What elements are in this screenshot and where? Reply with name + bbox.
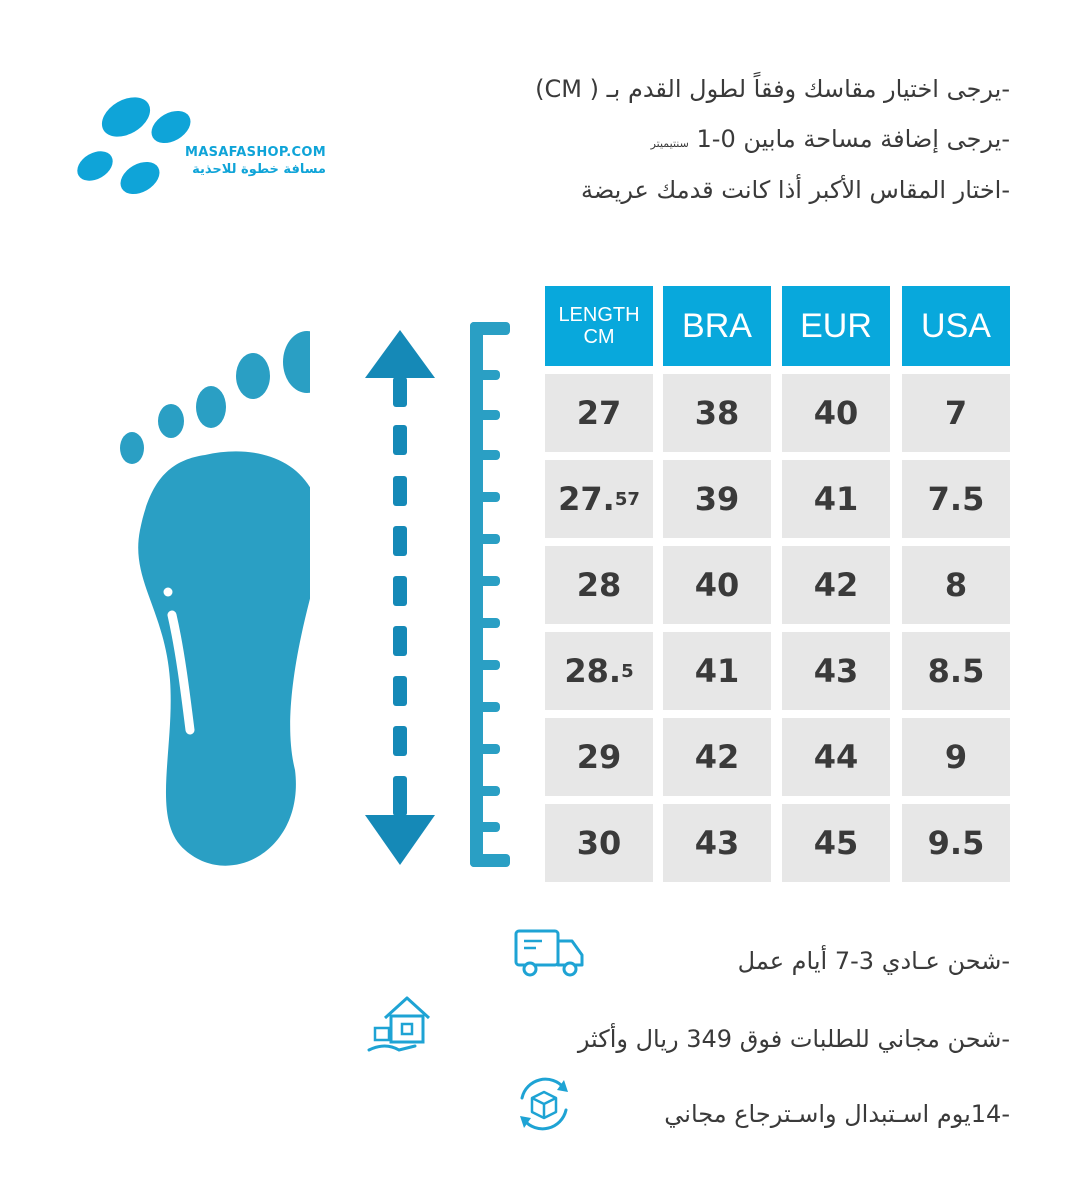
cell-usa: 9 (902, 718, 1010, 796)
cell-eur: 44 (782, 718, 890, 796)
length-decimal: 57 (614, 488, 640, 510)
note-wide-foot: -اختار المقاس الأكبر أذا كانت قدمك عريضة (580, 176, 1010, 204)
cell-eur: 41 (782, 460, 890, 538)
cell-eur: 45 (782, 804, 890, 882)
header-eur: EUR (782, 286, 890, 366)
length-arrow-icon (360, 330, 440, 865)
cell-bra: 42 (663, 718, 771, 796)
note-add-space-main: -يرجى إضافة مساحة مابين 0-1 (696, 125, 1010, 153)
header-length-line1: LENGTH (558, 304, 640, 326)
length-decimal: 5 (621, 660, 634, 682)
cell-usa: 7 (902, 374, 1010, 452)
cell-eur: 40 (782, 374, 890, 452)
cell-eur: 43 (782, 632, 890, 710)
length-value: 29 (576, 738, 622, 776)
column-length (545, 286, 653, 882)
header-length (545, 286, 653, 366)
cell-bra: 41 (663, 632, 771, 710)
logo-english: MASAFASHOP.COM (185, 145, 326, 160)
header-length-line2: CM (583, 326, 615, 348)
delivery-truck-icon (512, 925, 587, 980)
house-delivery-icon (365, 988, 437, 1060)
note-add-space-unit: سنتيميتر (650, 137, 689, 150)
shipping-standard: -شحن عـادي 3-7 أيام عمل (737, 947, 1010, 975)
ruler-icon (465, 322, 515, 867)
note-add-space (651, 125, 1010, 153)
return-box-icon (512, 1072, 576, 1136)
column-bra (663, 286, 771, 882)
cell-length (545, 460, 653, 538)
shipping-free: -شحن مجاني للطلبات فوق 349 ريال وأكثر (577, 1025, 1010, 1053)
cell-usa: 8 (902, 546, 1010, 624)
cell-bra: 43 (663, 804, 771, 882)
cell-bra: 38 (663, 374, 771, 452)
cell-length (545, 546, 653, 624)
header-bra: BRA (663, 286, 771, 366)
cell-bra: 39 (663, 460, 771, 538)
length-value: 28 (576, 566, 622, 604)
note-foot-length: -يرجى اختيار مقاسك وفقاً لطول القدم بـ ( CM) (535, 75, 1010, 103)
length-value: 28. (564, 652, 622, 690)
column-eur (782, 286, 890, 882)
header-usa: USA (902, 286, 1010, 366)
length-value: 30 (576, 824, 622, 862)
cell-usa: 7.5 (902, 460, 1010, 538)
logo-arabic: مسافة خطوة للاحذية (192, 162, 326, 177)
foot-icon (110, 330, 310, 890)
cell-eur: 42 (782, 546, 890, 624)
cell-length (545, 718, 653, 796)
cell-length (545, 804, 653, 882)
cell-length (545, 632, 653, 710)
logo-text (185, 145, 326, 177)
cell-length (545, 374, 653, 452)
shipping-returns: -14يوم اسـتبدال واسـترجاع مجاني (664, 1100, 1010, 1128)
column-usa (902, 286, 1010, 882)
cell-usa: 8.5 (902, 632, 1010, 710)
cell-bra: 40 (663, 546, 771, 624)
length-value: 27 (576, 394, 622, 432)
cell-usa: 9.5 (902, 804, 1010, 882)
length-value: 27. (558, 480, 615, 518)
